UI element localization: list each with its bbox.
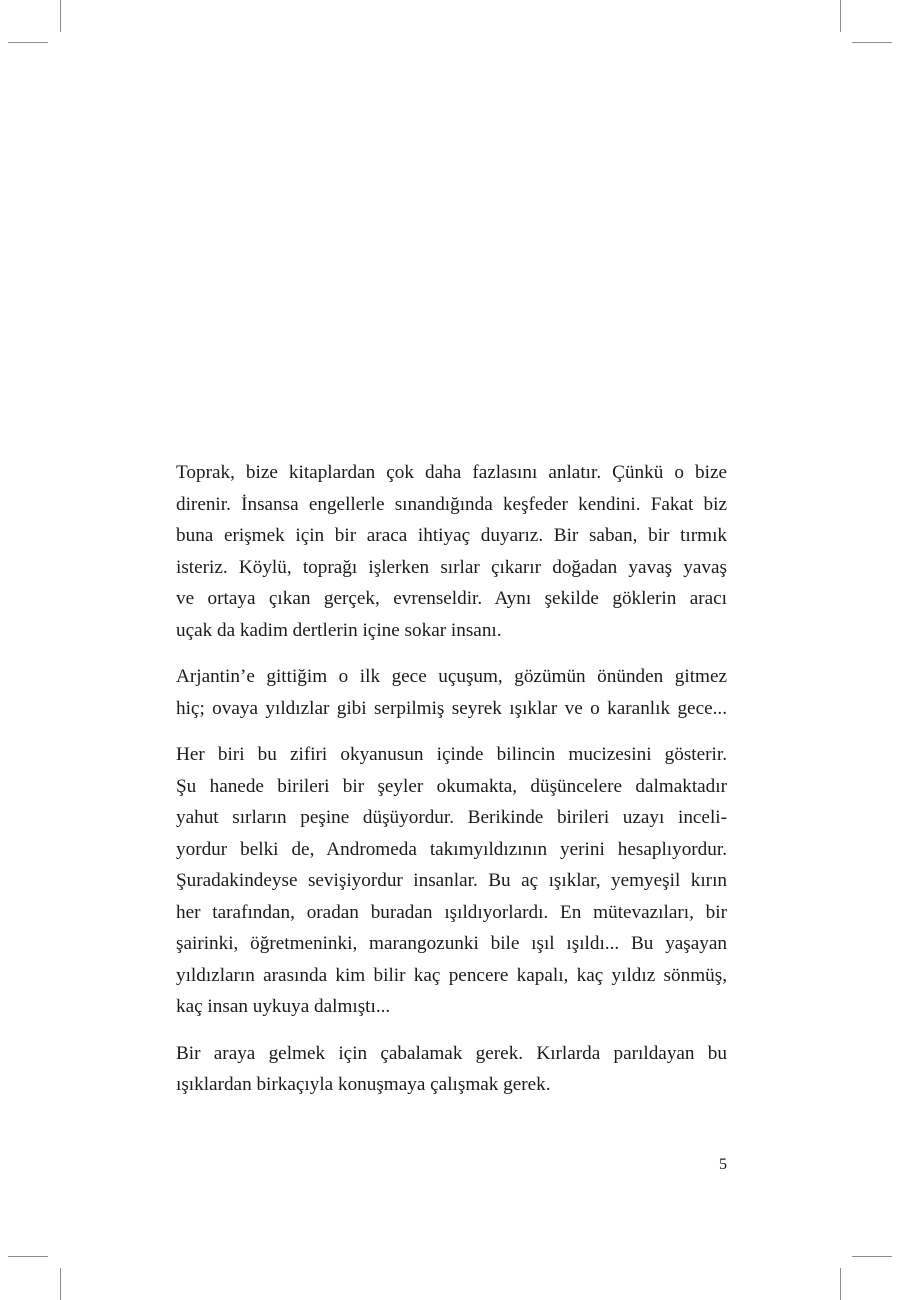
text-line: şairinki, öğretmeninki, marangozunki bile ışıl ışıldı... Bu yaşayan	[176, 933, 727, 954]
text-line: yıldızların arasında kim bilir kaç pencere kapalı, kaç yıldız sönmüş,	[176, 964, 727, 986]
text-line: ışıklardan birkaçıyla konuşmaya çalışmak gerek.	[176, 1074, 551, 1095]
text-line: Şuradakindeyse sevişiyordur insanlar. Bu aç ışıklar, yemyeşil kırın	[176, 870, 727, 891]
page-number: 5	[719, 1156, 727, 1173]
paragraph-2	[176, 661, 727, 724]
crop-mark-top-right-vertical	[840, 0, 841, 32]
paragraph-4	[176, 1038, 727, 1101]
crop-mark-bottom-left-horizontal	[8, 1256, 48, 1257]
text-line: Toprak, bize kitaplardan çok daha fazlasını anlatır. Çünkü o bize	[176, 462, 727, 483]
crop-mark-bottom-right-vertical	[840, 1268, 841, 1300]
text-line: buna erişmek için bir araca ihtiyaç duyarız. Bir saban, bir tırmık	[176, 525, 727, 546]
text-line: direnir. İnsansa engellerle sınandığında keşfeder kendini. Fakat biz	[176, 493, 727, 515]
text-line: her tarafından, oradan buradan ışıldıyorlardı. En mütevazıları, bir	[176, 901, 727, 923]
crop-mark-top-left-horizontal	[8, 42, 48, 43]
text-line: Arjantin’e gittiğim o ilk gece uçuşum, gözümün önünden gitmez	[176, 666, 727, 687]
text-line: isteriz. Köylü, toprağı işlerken sırlar çıkarır doğadan yavaş yavaş	[176, 556, 727, 578]
text-line: yordur belki de, Andromeda takımyıldızının yerini hesaplıyordur.	[176, 838, 727, 860]
paragraph-1	[176, 457, 727, 646]
text-line: Bir araya gelmek için çabalamak gerek. Kırlarda parıldayan bu	[176, 1042, 727, 1064]
text-line: hiç; ovaya yıldızlar gibi serpilmiş seyrek ışıklar ve o karanlık gece...	[176, 697, 727, 719]
text-line: ve ortaya çıkan gerçek, evrenseldir. Aynı şekilde göklerin aracı	[176, 588, 727, 609]
paragraph-3	[176, 739, 727, 1023]
text-line: uçak da kadim dertlerin içine sokar insanı.	[176, 619, 502, 641]
crop-mark-top-right-horizontal	[852, 42, 892, 43]
text-line: Her biri bu zifiri okyanusun içinde bilincin mucizesini gösterir.	[176, 744, 727, 765]
text-line: kaç insan uykuya dalmıştı...	[176, 996, 391, 1017]
crop-mark-bottom-right-horizontal	[852, 1256, 892, 1257]
crop-mark-top-left-vertical	[60, 0, 61, 32]
text-line: yahut sırların peşine düşüyordur. Berikinde birileri uzayı inceli-	[176, 807, 727, 828]
crop-mark-bottom-left-vertical	[60, 1268, 61, 1300]
body-text	[176, 457, 727, 1116]
text-line: Şu hanede birileri bir şeyler okumakta, düşüncelere dalmaktadır	[176, 775, 727, 797]
